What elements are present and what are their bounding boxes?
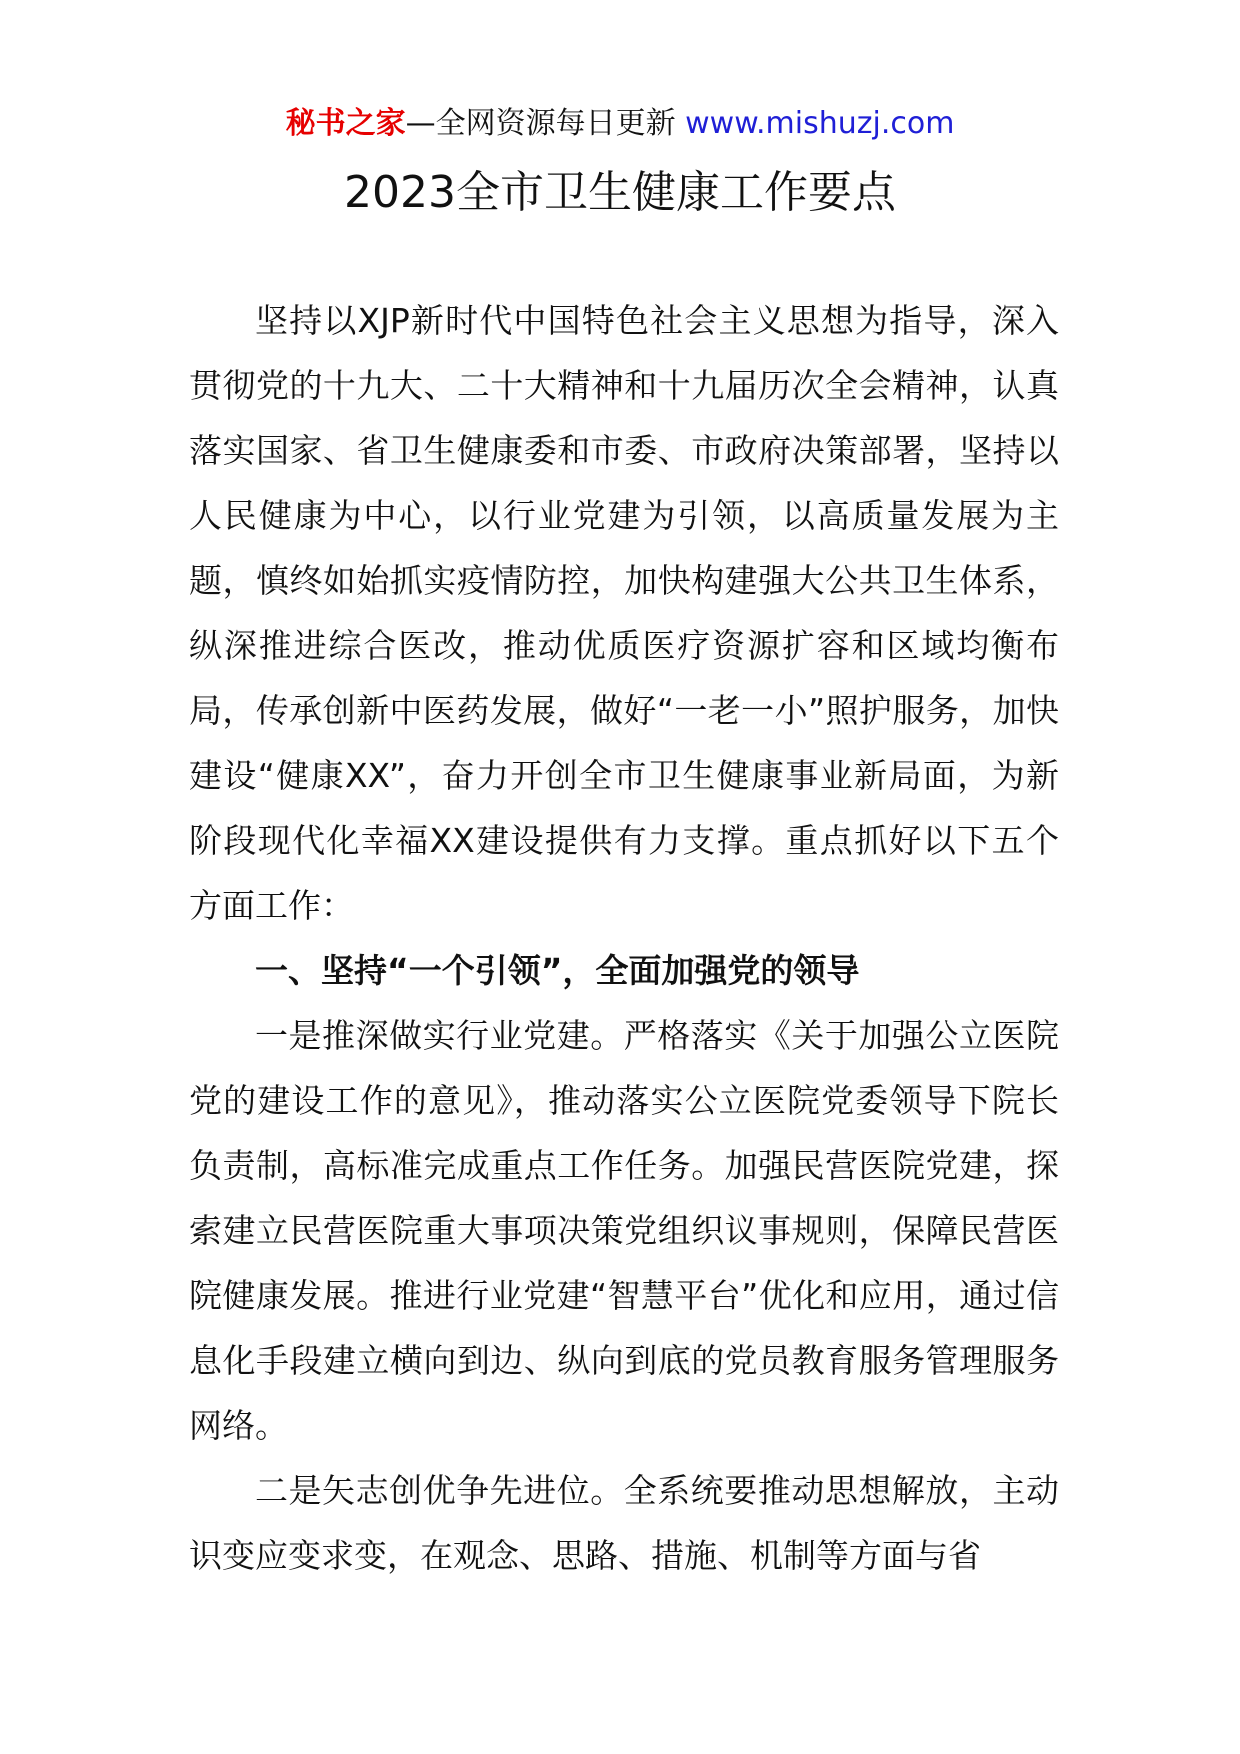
paragraph-party-building: 一是推深做实行业党建。严格落实《关于加强公立医院党的建设工作的意见》，推动落实公立医院党委领导下院长负责制，高标准完成重点工作任务。加强民营医院党建，探索建立民营医院重大事项决策党组织议事规则，保障民营医院健康发展。推进行业党建“智慧平台”优化和应用，通过信息化手段建立横向到边、纵向到底的党员教育服务管理服务网络。	[189, 1016, 1059, 1445]
document-title: 2023全市卫生健康工作要点	[344, 167, 896, 218]
site-url-link[interactable]: www.mishuzj.com	[685, 106, 955, 141]
site-header	[0, 100, 1240, 148]
document-body	[189, 288, 1059, 1588]
intro-paragraph: 坚持以XJP新时代中国特色社会主义思想为指导，深入贯彻党的十九大、二十大精神和十九届历次全会精神，认真落实国家、省卫生健康委和市委、市政府决策部署，坚持以人民健康为中心，以行业党建为引领，以高质量发展为主题，慎终如始抓实疫情防控，加快构建强大公共卫生体系，纵深推进综合医改，推动优质医疗资源扩容和区域均衡布局，传承创新中医药发展，做好“一老一小”照护服务，加快建设“健康XX”，奋力开创全市卫生健康事业新局面，为新阶段现代化幸福XX建设提供有力支撑。重点抓好以下五个方面工作：	[189, 301, 1059, 925]
brand-name: 秘书之家	[285, 106, 406, 141]
section-heading-1: 一、坚持“一个引领”，全面加强党的领导	[255, 951, 860, 990]
paragraph-excellence: 二是矢志创优争先进位。全系统要推动思想解放，主动识变应变求变，在观念、思路、措施、机制等方面与省	[189, 1471, 1059, 1575]
header-slogan: —全网资源每日更新	[405, 106, 686, 141]
